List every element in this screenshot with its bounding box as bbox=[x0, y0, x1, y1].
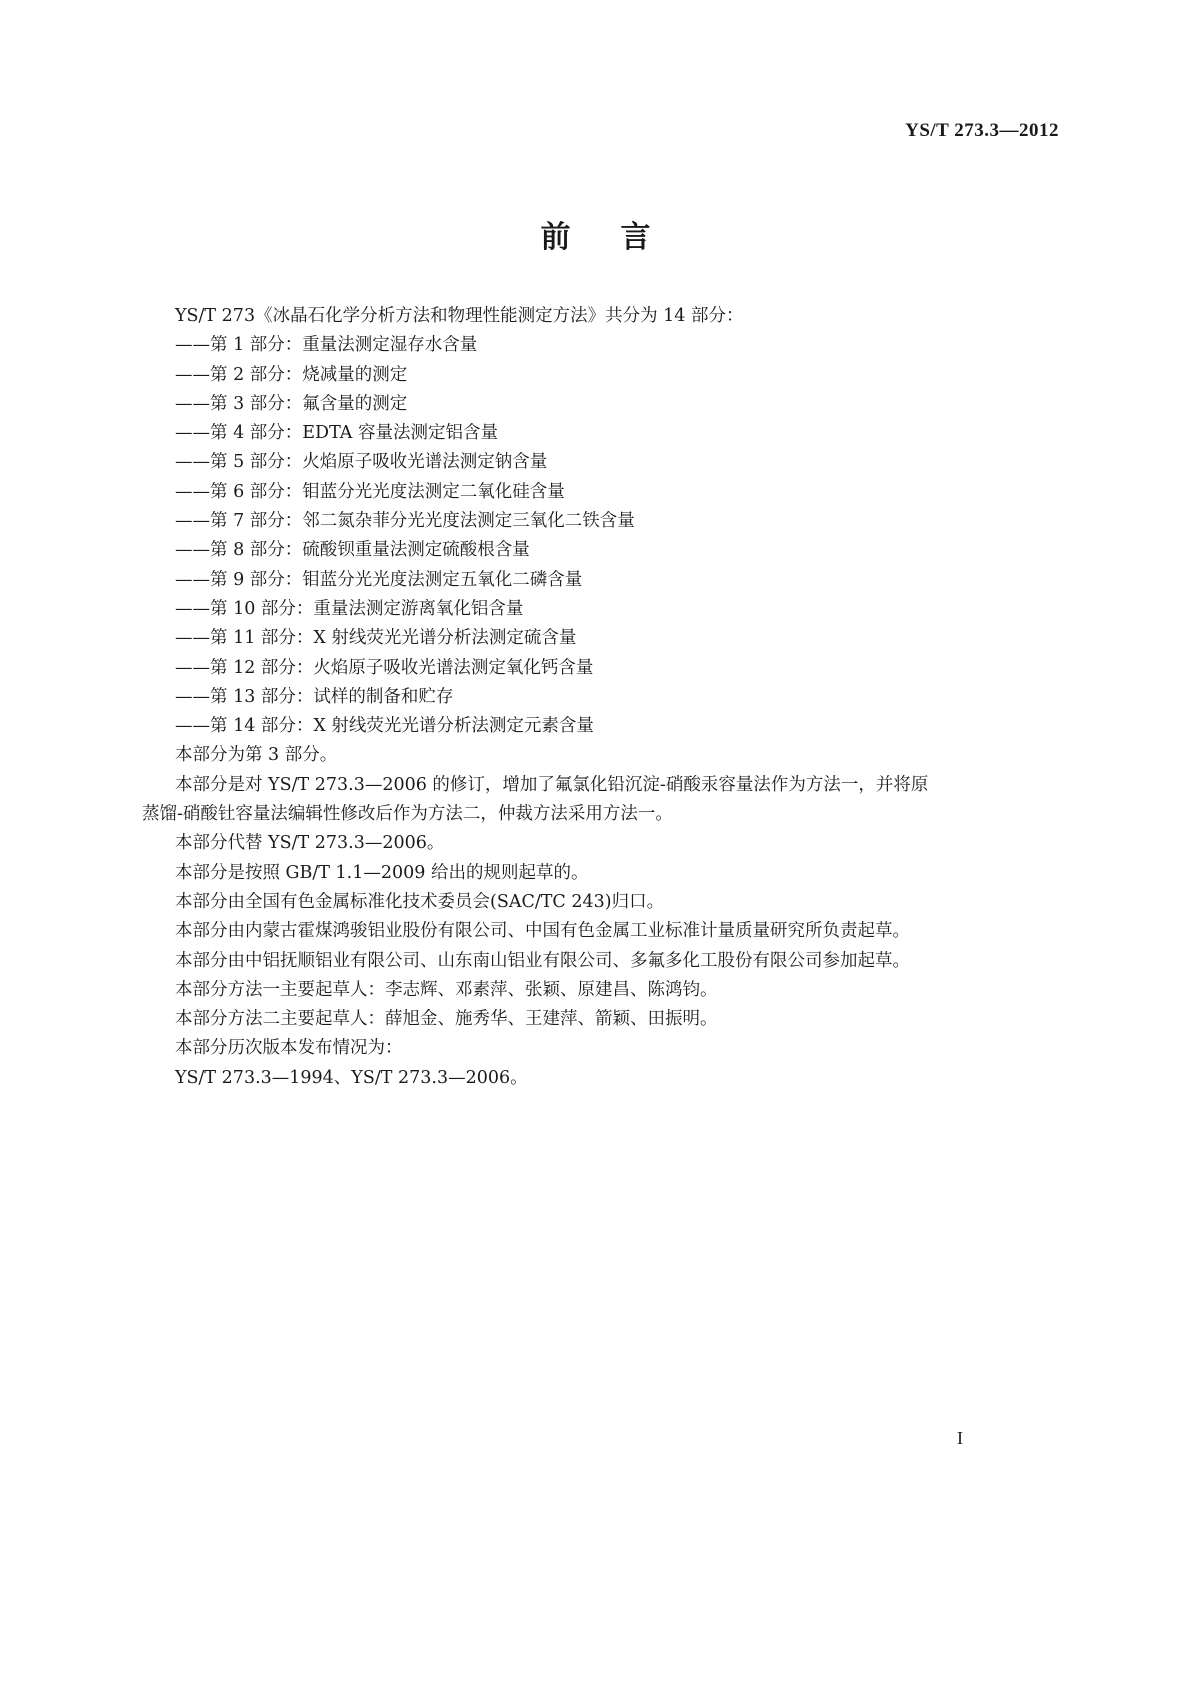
responsible-units-paragraph: 本部分由内蒙古霍煤鸿骏铝业股份有限公司、中国有色金属工业标准计量质量研究所负责起草。 bbox=[175, 921, 910, 942]
this-part-paragraph: 本部分为第 3 部分。 bbox=[175, 745, 338, 766]
standard-number: YS/T 273.3—2012 bbox=[905, 120, 1059, 141]
revision-line-2: 蒸馏-硝酸钍容量法编辑性修改后作为方法二，仲裁方法采用方法一。 bbox=[142, 804, 673, 825]
list-item: ——第 13 部分：试样的制备和贮存 bbox=[175, 686, 454, 707]
history-editions-paragraph: YS/T 273.3—1994、YS/T 273.3—2006。 bbox=[175, 1067, 528, 1088]
list-item: ——第 2 部分：烧减量的测定 bbox=[175, 364, 408, 385]
list-item: ——第 12 部分：火焰原子吸收光谱法测定氧化钙含量 bbox=[175, 657, 594, 678]
parts-list bbox=[175, 331, 1060, 741]
foreword-body bbox=[142, 302, 1060, 1093]
drafting-rules-paragraph: 本部分是按照 GB/T 1.1—2009 给出的规则起草的。 bbox=[175, 862, 589, 883]
list-item: ——第 3 部分：氟含量的测定 bbox=[175, 393, 408, 414]
revision-paragraph bbox=[142, 771, 1060, 830]
drafters-method1-paragraph: 本部分方法一主要起草人：李志辉、邓素萍、张颖、原建昌、陈鸿钧。 bbox=[175, 979, 718, 1000]
list-item: ——第 6 部分：钼蓝分光光度法测定二氧化硅含量 bbox=[175, 481, 565, 502]
intro-paragraph: YS/T 273《冰晶石化学分析方法和物理性能测定方法》共分为 14 部分： bbox=[175, 306, 744, 326]
list-item: ——第 5 部分：火焰原子吸收光谱法测定钠含量 bbox=[175, 452, 548, 473]
page-title: 前言 bbox=[540, 220, 701, 255]
list-item: ——第 4 部分：EDTA 容量法测定铝含量 bbox=[175, 423, 498, 444]
list-item: ——第 11 部分：X 射线荧光光谱分析法测定硫含量 bbox=[175, 628, 577, 649]
list-item: ——第 9 部分：钼蓝分光光度法测定五氧化二磷含量 bbox=[175, 569, 583, 590]
list-item: ——第 14 部分：X 射线荧光光谱分析法测定元素含量 bbox=[175, 716, 594, 737]
replaces-paragraph: 本部分代替 YS/T 273.3—2006。 bbox=[175, 833, 445, 854]
history-heading-paragraph: 本部分历次版本发布情况为： bbox=[175, 1038, 403, 1059]
drafters-method2-paragraph: 本部分方法二主要起草人：薛旭金、施秀华、王建萍、箭颖、田振明。 bbox=[175, 1009, 718, 1030]
list-item: ——第 8 部分：硫酸钡重量法测定硫酸根含量 bbox=[175, 540, 530, 561]
proposed-by-paragraph: 本部分由全国有色金属标准化技术委员会(SAC/TC 243)归口。 bbox=[175, 891, 665, 912]
page-number: I bbox=[957, 1428, 963, 1448]
list-item: ——第 10 部分：重量法测定游离氧化铝含量 bbox=[175, 598, 524, 619]
participating-units-paragraph: 本部分由中铝抚顺铝业有限公司、山东南山铝业有限公司、多氟多化工股份有限公司参加起草。 bbox=[175, 950, 910, 971]
revision-line-1: 本部分是对 YS/T 273.3—2006 的修订，增加了氟氯化铅沉淀-硝酸汞容量法作为方法一，并将原 bbox=[175, 774, 929, 795]
list-item: ——第 1 部分：重量法测定湿存水含量 bbox=[175, 335, 478, 356]
list-item: ——第 7 部分：邻二氮杂菲分光光度法测定三氧化二铁含量 bbox=[175, 511, 635, 532]
